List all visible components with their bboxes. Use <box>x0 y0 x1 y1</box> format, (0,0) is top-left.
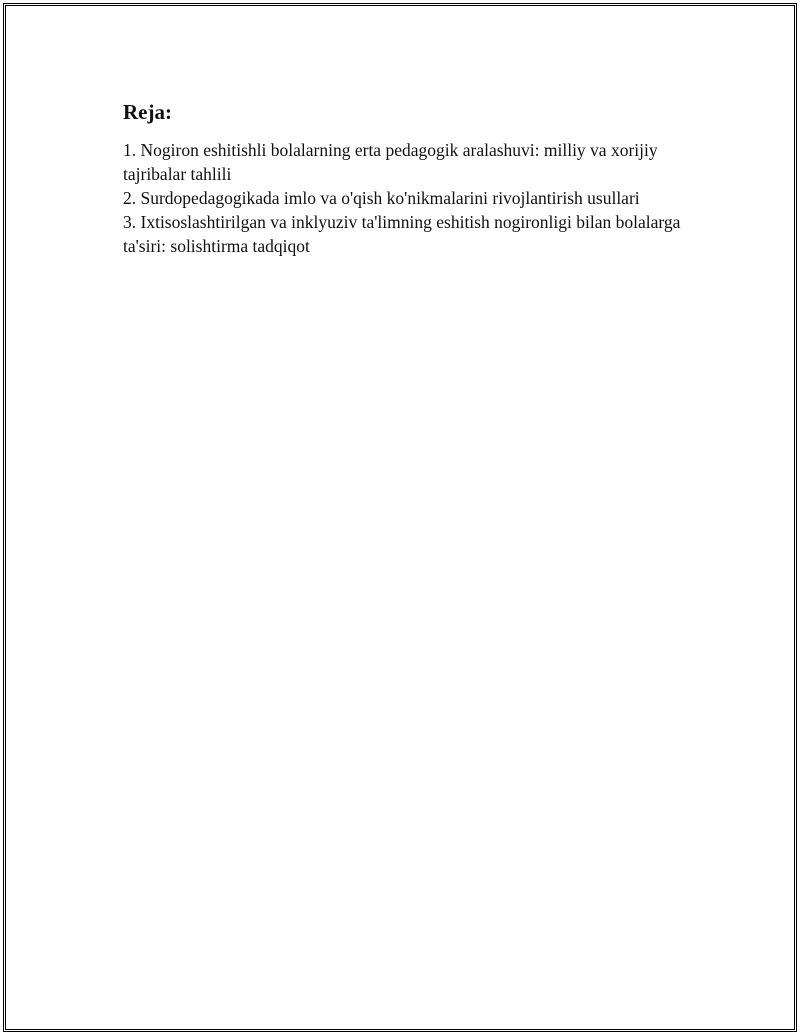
page-border <box>3 3 797 1032</box>
plan-title: Reja: <box>123 100 172 124</box>
plan-item-3: 3. Ixtisoslashtirilgan va inklyuziv ta'limning eshitish nogironligi bilan bolalarga ta'siri: solishtirma tadqiqot <box>123 212 681 256</box>
plan-item-1: 1. Nogiron eshitishli bolalarning erta pedagogik aralashuvi: milliy va xorijiy tajribalar tahlili <box>123 140 658 184</box>
page-content <box>123 100 703 258</box>
plan-item-2: 2. Surdopedagogikada imlo va o'qish ko'nikmalarini rivojlantirish usullari <box>123 188 640 208</box>
plan-list <box>123 138 703 258</box>
